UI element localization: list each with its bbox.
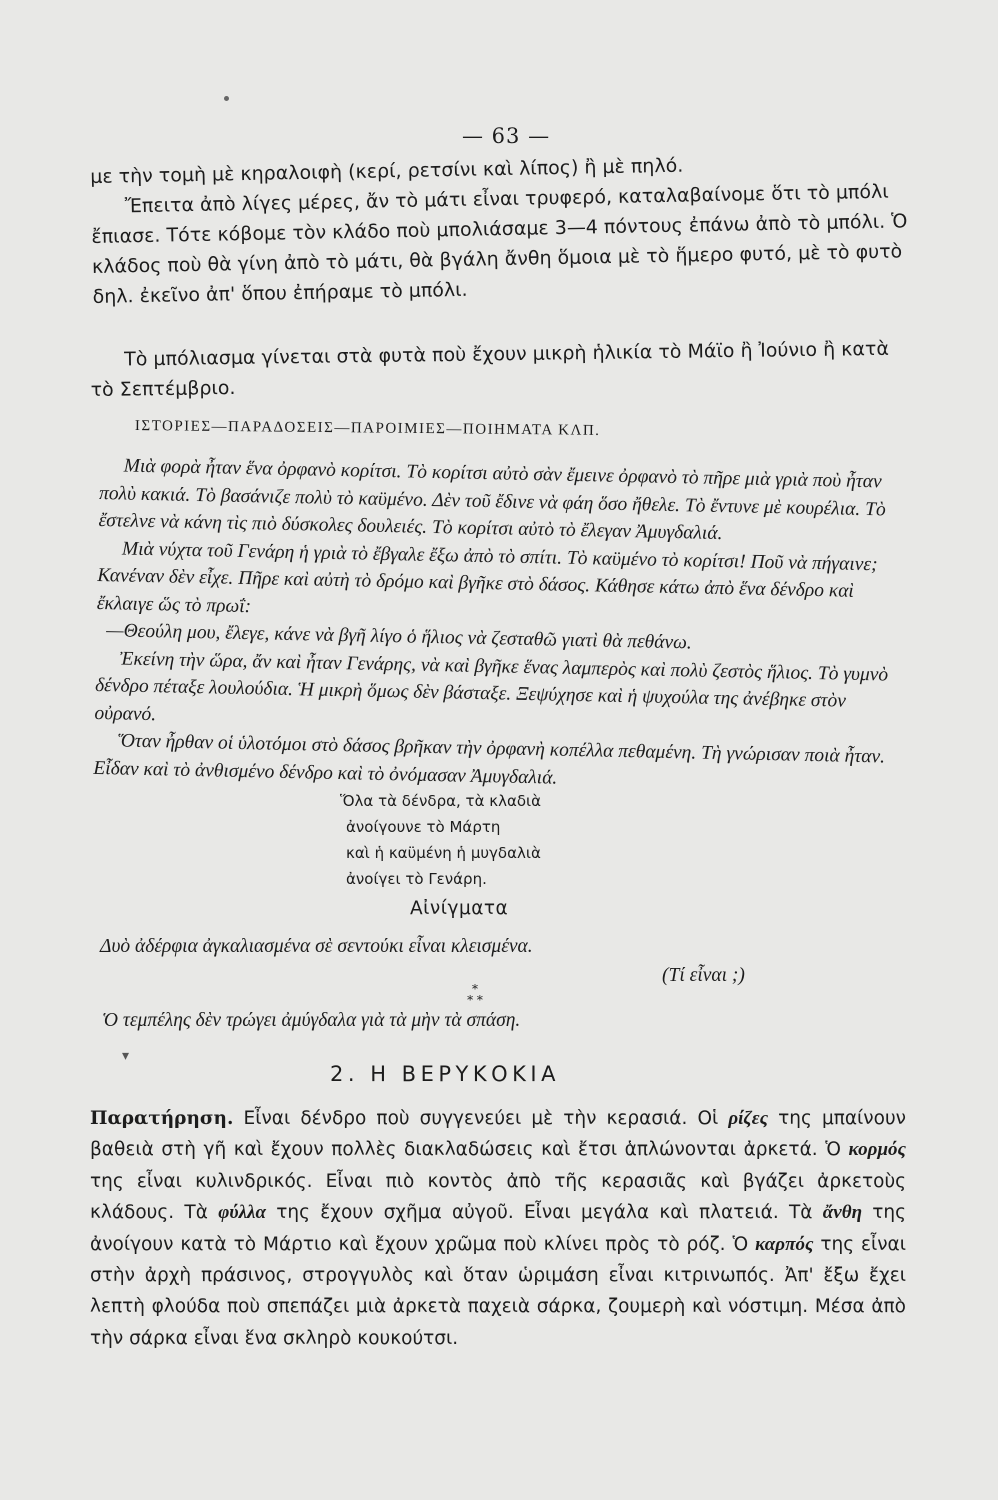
asterism-bottom: * * [467, 993, 483, 1007]
grafting-paragraph [90, 146, 913, 312]
ink-mark: ▾ [122, 1048, 130, 1064]
apricot-section-title: 2. Η ΒΕΡΥΚΟΚΙΑ [330, 1062, 560, 1086]
riddle-1: Δυὸ ἀδέρφια ἀγκαλιασμένα σὲ σεντούκι εἶναι κλεισμένα. [100, 936, 533, 957]
asterism-separator [455, 984, 495, 1006]
keyword-roots: ρίζες [728, 1108, 769, 1129]
ink-dot [224, 96, 229, 101]
page-number: — 63 — [462, 124, 551, 148]
keyword-fruit: καρπός [755, 1233, 814, 1255]
observation-text: Εἶναι δένδρο ποὺ συγγενεύει μὲ τὴν κερασιά. Οἱ [233, 1108, 729, 1129]
stories-heading: ΙΣΤΟΡΙΕΣ—ΠΑΡΑΔΟΣΕΙΣ—ΠΑΡΟΙΜΙΕΣ—ΠΟΙΗΜΑΤΑ ΚΛΠ. [134, 418, 601, 439]
story-dialog: —Θεούλη μου, ἔλεγε, κάνε νὰ βγῆ λίγο ὁ ἥλιος νὰ ζεσταθῶ γιατὶ θὰ πεθάνω. [106, 620, 692, 654]
apricot-observation [90, 1103, 906, 1354]
observation-text: της εἶναι κυλινδρικός. Εἶναι πιὸ κοντὸς ἀπὸ τῆς κερασιᾶς καὶ βγάζει ἀρκετοὺς κλάδους. Τὰ [90, 1170, 906, 1224]
story-paragraph-3: Ἐκείνη τὴν ὥρα, ἄν καὶ ἦταν Γενάρης, νὰ καὶ βγῆκε ἕνας λαμπερὸς καὶ πολὺ ζεστὸς ἥλιος. Τὸ γυμνὸ δένδρο πέταξε λουλούδια. Ἡ μικρὴ ὅμως δὲν βάσταξε. Ξεψύχησε καὶ ἡ ψυχούλα της ἀνέβηκε στὸν οὐρανό. [94, 647, 889, 725]
observation-text: της ἔχουν σχῆμα αὐγοῦ. Εἶναι μεγάλα καὶ πλατειά. Τὰ [265, 1202, 823, 1224]
observation-text: της εἶναι στὴν ἀρχὴ πράσινος, στρογγυλὸς καὶ ὅταν ὡριμάση εἶναι κιτρινωπός. Ἀπ' ἔξω ἔχει λεπτὴ φλούδα ποὺ σπεπάζει μιὰ ἀρκετὰ παχειὰ σάρκα, ζουμερὴ καὶ νόστιμη. Μέσα ἀπὸ τὴν σάρκα εἶναι ἕνα σκληρὸ κουκούτσι. [90, 1233, 907, 1349]
story-paragraph-4: Ὅταν ἦρθαν οἱ ὑλοτόμοι στὸ δάσος βρῆκαν τὴν ὀρφανὴ κοπέλλα πεθαμένη. Τὴ γνώρισαν ποιὰ ἦταν. Εἶδαν καὶ τὸ ἀνθισμένο δένδρο καὶ τὸ ὀνόμασαν Ἀμυγδαλιά. [93, 730, 886, 789]
poem-line-2: ἀνοίγουνε τὸ Μάρτη [346, 818, 501, 836]
poem-line-3: καὶ ἡ καϋμένη ἡ μυγδαλιὰ [346, 844, 541, 862]
riddle-2: Ὁ τεμπέλης δὲν τρώγει ἀμύγδαλα γιὰ τὰ μὴν τὰ σπάση. [102, 1010, 521, 1031]
keyword-flowers: ἄνθη [822, 1202, 862, 1224]
riddle-1-answer: (Τί εἶναι ;) [662, 965, 745, 986]
asterism-top: * [472, 982, 478, 996]
poem [340, 788, 541, 892]
observation-label: Παρατήρηση. [90, 1108, 234, 1129]
grafting-season-paragraph [90, 334, 911, 405]
grafting-text: Ἔπειτα ἀπὸ λίγες μέρες, ἄν τὸ μάτι εἶναι τρυφερό, καταλαβαίνομε ὅτι τὸ μπόλι ἔπιασε. Τότε κόβομε τὸν κλάδο ποὺ μπολιάσαμε 3—4 πόντους ἐπάνω ἀπὸ τὸ μπόλι. Ὁ κλάδος ποὺ θὰ γίνη ἀπὸ τὸ μάτι, θὰ βγάλη ἄνθη ὅμοια μὲ τὸ ἥμερο φυτό, μὲ τὸ φυτὸ δηλ. ἐκεῖνο ἀπ' ὅπου ἐπήραμε τὸ μπόλι. [91, 180, 908, 308]
grafting-line: με τὴν τομὴ μὲ κηραλοιφὴ (κερί, ρετσίνι καὶ λίπος) ἢ μὲ πηλό. [90, 154, 684, 188]
grafting-season-text: Τὸ μπόλιασμα γίνεται στὰ φυτὰ ποὺ ἔχουν μικρὴ ἡλικία τὸ Μάϊο ἢ Ἰούνιο ἢ κατὰ τὸ Σεπτέμβριο. [90, 337, 890, 401]
observation-text: της ἀνοίγουν κατὰ τὸ Μάρτιο καὶ ἔχουν χρῶμα ποὺ κλίνει πρὸς τὸ ρόζ. Ὁ [90, 1202, 906, 1255]
riddles-title: Αἰνίγματα [410, 898, 509, 919]
story-paragraph-2: Μιὰ νύχτα τοῦ Γενάρη ἡ γριὰ τὸ ἔβγαλε ἔξω ἀπὸ τὸ σπίτι. Τὸ καϋμένο τὸ κορίτσι! Ποῦ νὰ πήγαινε; Κανέναν δὲν εἶχε. Πῆρε καὶ αὐτὴ τὸ δρόμο καὶ βγῆκε στὸ δάσος. Κάθησε κάτω ἀπὸ ἕνα δένδρο καὶ ἔκλαιγε ὥς τὸ πρωΐ: [96, 537, 878, 617]
story-paragraph-1: Μιὰ φορὰ ἦταν ἕνα ὀρφανὸ κορίτσι. Τὸ κορίτσι αὐτὸ σὰν ἔμεινε ὀρφανὸ τὸ πῆρε μιὰ γριὰ ποὺ ἦταν πολὺ κακιά. Τὸ βασάνιζε πολὺ τὸ καϋμένο. Δὲν τοῦ ἔδινε νὰ φάη ὅσο ἤθελε. Τὸ ἔντυνε μὲ κουρέλια. Τὸ ἔστελνε νὰ κάνη τὶς πιὸ δύσκολες δουλειές. Τὸ κορίτσι αὐτὸ τὸ ἔλεγαν Ἀμυγδαλιά. [98, 455, 886, 545]
poem-line-4: ἀνοίγει τὸ Γενάρη. [346, 870, 487, 888]
keyword-trunk: κορμός [848, 1139, 906, 1161]
keyword-leaves: φύλλα [218, 1202, 266, 1224]
poem-line-1: Ὅλα τὰ δένδρα, τὰ κλαδιὰ [340, 792, 541, 810]
almond-story [93, 452, 910, 799]
observation-text: της μπαίνουν βαθειὰ στὴ γῆ καὶ ἔχουν πολλὲς διακλαδώσεις καὶ ἔτσι ἁπλώνονται ἀρκετά. Ὁ [90, 1108, 907, 1161]
